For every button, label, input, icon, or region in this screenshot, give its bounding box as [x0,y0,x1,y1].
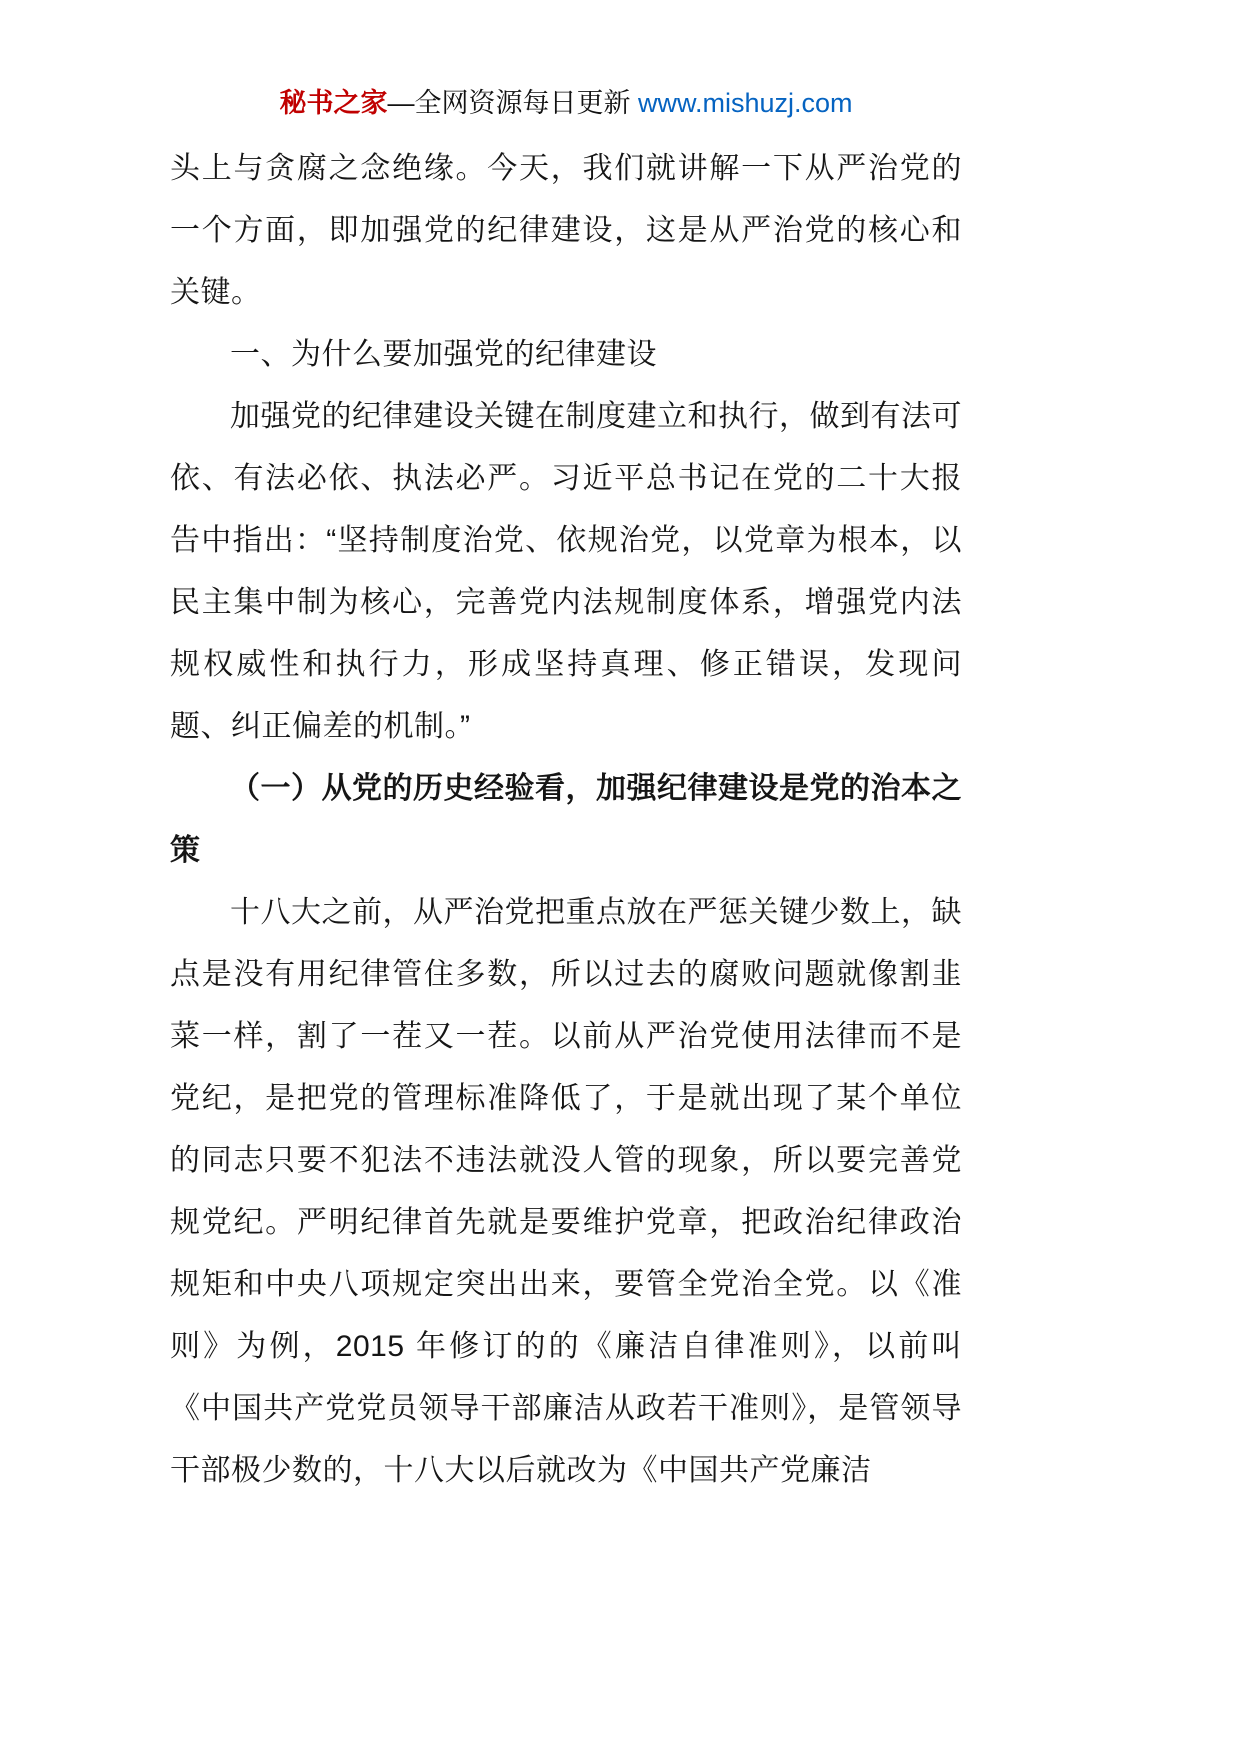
paragraph: 加强党的纪律建设关键在制度建立和执行，做到有法可依、有法必依、执法必严。习近平总书记在党的二十大报告中指出：“坚持制度治党、依规治党，以党章为根本，以民主集中制为核心，完善党内法规制度体系，增强党内法规权威性和执行力，形成坚持真理、修正错误，发现问题、纠正偏差的机制。” [170,400,962,743]
document-body [170,138,962,1502]
paragraph-continuation: 头上与贪腐之念绝缘。今天，我们就讲解一下从严治党的一个方面，即加强党的纪律建设，这是从严治党的核心和关键。 [170,152,962,309]
subsection-heading: （一）从党的历史经验看，加强纪律建设是党的治本之策 [170,772,962,867]
site-brand: 秘书之家 [279,88,388,118]
paragraph: 十八大之前，从严治党把重点放在严惩关键少数上，缺点是没有用纪律管住多数，所以过去的腐败问题就像割韭菜一样，割了一茬又一茬。以前从严治党使用法律而不是党纪，是把党的管理标准降低了，于是就出现了某个单位的同志只要不犯法不违法就没人管的现象，所以要完善党规党纪。严明纪律首先就是要维护党章，把政治纪律政治规矩和中央八项规定突出出来，要管全党治全党。以《准则》为例，2015 年修订的的《廉洁自律准则》，以前叫《中国共产党党员领导干部廉洁从政若干准则》，是管领导干部极少数的，十八大以后就改为《中国共产党廉洁 [170,896,962,1487]
site-url-link[interactable]: www.mishuzj.com [637,88,853,118]
header-tagline: —全网资源每日更新 [387,88,638,118]
section-heading: 一、为什么要加强党的纪律建设 [230,338,657,371]
page-header [170,82,962,124]
